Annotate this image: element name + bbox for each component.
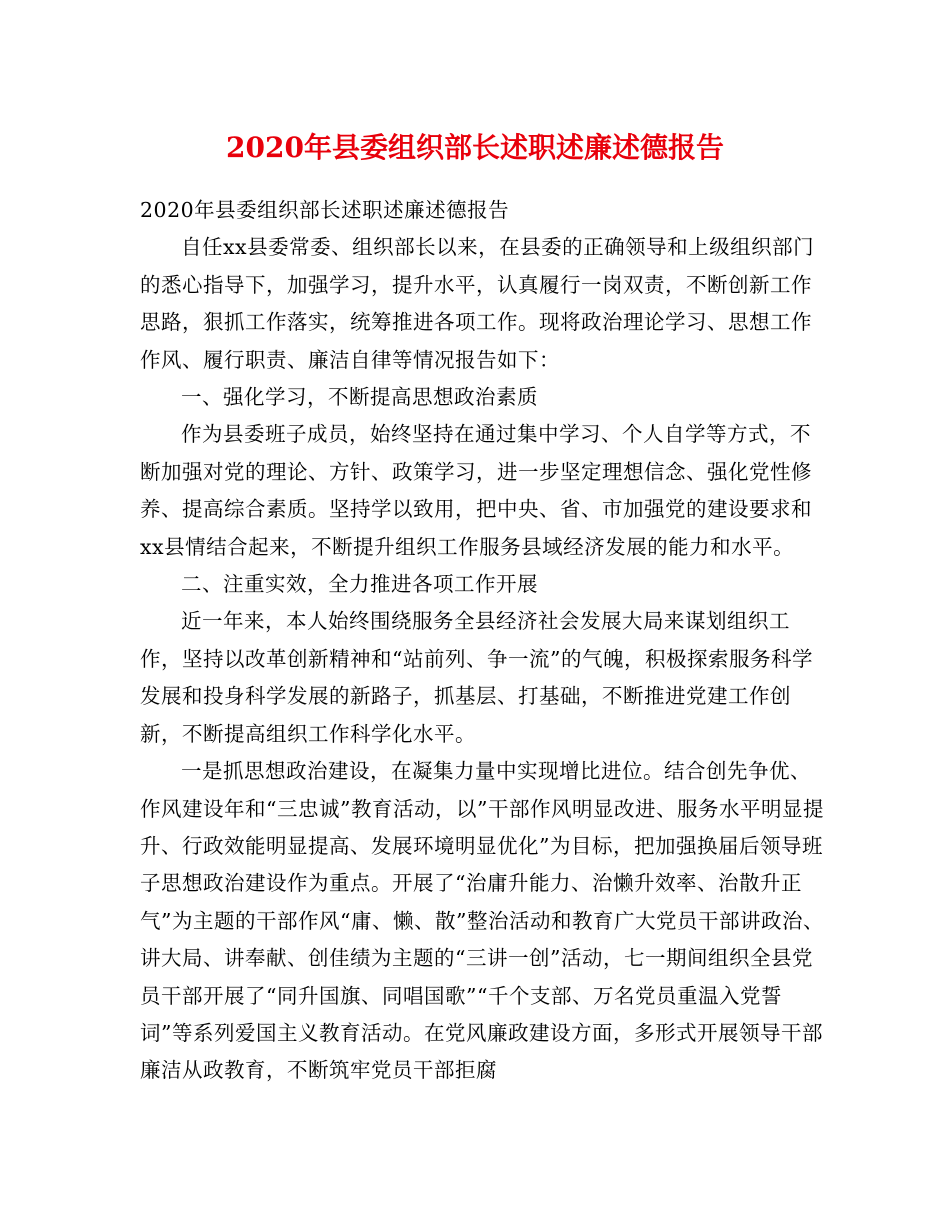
section-heading-1: 一、强化学习，不断提高思想政治素质 [181,385,538,410]
paragraph-intro: 自任xx县委常委、组织部长以来，在县委的正确领导和上级组织部门的悉心指导下，加强学习，提升水平，认真履行一岗双责，不断创新工作思路，狠抓工作落实，统筹推进各项工作。现将政治理论学习、思想工作作风、履行职责、廉洁自律等情况报告如下： [140,235,815,372]
paragraph-point-1: 一是抓思想政治建设，在凝集力量中实现增比进位。结合创先争优、作风建设年和“三忠诚”教育活动，以”干部作风明显改进、服务水平明显提升、行政效能明显提高、发展环境明显优化”为目标，把加强换届后领导班子思想政治建设作为重点。开展了“治庸升能力、治懒升效率、治散升正气”为主题的干部作风“庸、懒、散”整治活动和教育广大党员干部讲政治、讲大局、讲奉献、创佳绩为主题的“三讲一创”活动，七一期间组织全县党员干部开展了“同升国旗、同唱国歌”“千个支部、万名党员重温入党誓词”等系列爱国主义教育活动。在党风廉政建设方面，多形式开展领导干部廉洁从政教育，不断筑牢党员干部拒腐 [140,759,824,1083]
section-heading-2: 二、注重实效，全力推进各项工作开展 [181,572,538,597]
body-subtitle: 2020年县委组织部长述职述廉述德报告 [140,198,510,222]
document-body [140,192,830,1090]
paragraph-section-2: 近一年来，本人始终围绕服务全县经济社会发展大局来谋划组织工作，坚持以改革创新精神和“站前列、争一流”的气魄，积极探索服务科学发展和投身科学发展的新路子，抓基层、打基础，不断推进党建工作创新，不断提高组织工作科学化水平。 [140,609,813,746]
document-title: 2020年县委组织部长述职述廉述德报告 [226,131,724,164]
paragraph-section-1: 作为县委班子成员，始终坚持在通过集中学习、个人自学等方式，不断加强对党的理论、方针、政策学习，进一步坚定理想信念、强化党性修养、提高综合素质。坚持学以致用，把中央、省、市加强党的建设要求和xx县情结合起来，不断提升组织工作服务县域经济发展的能力和水平。 [140,422,812,559]
